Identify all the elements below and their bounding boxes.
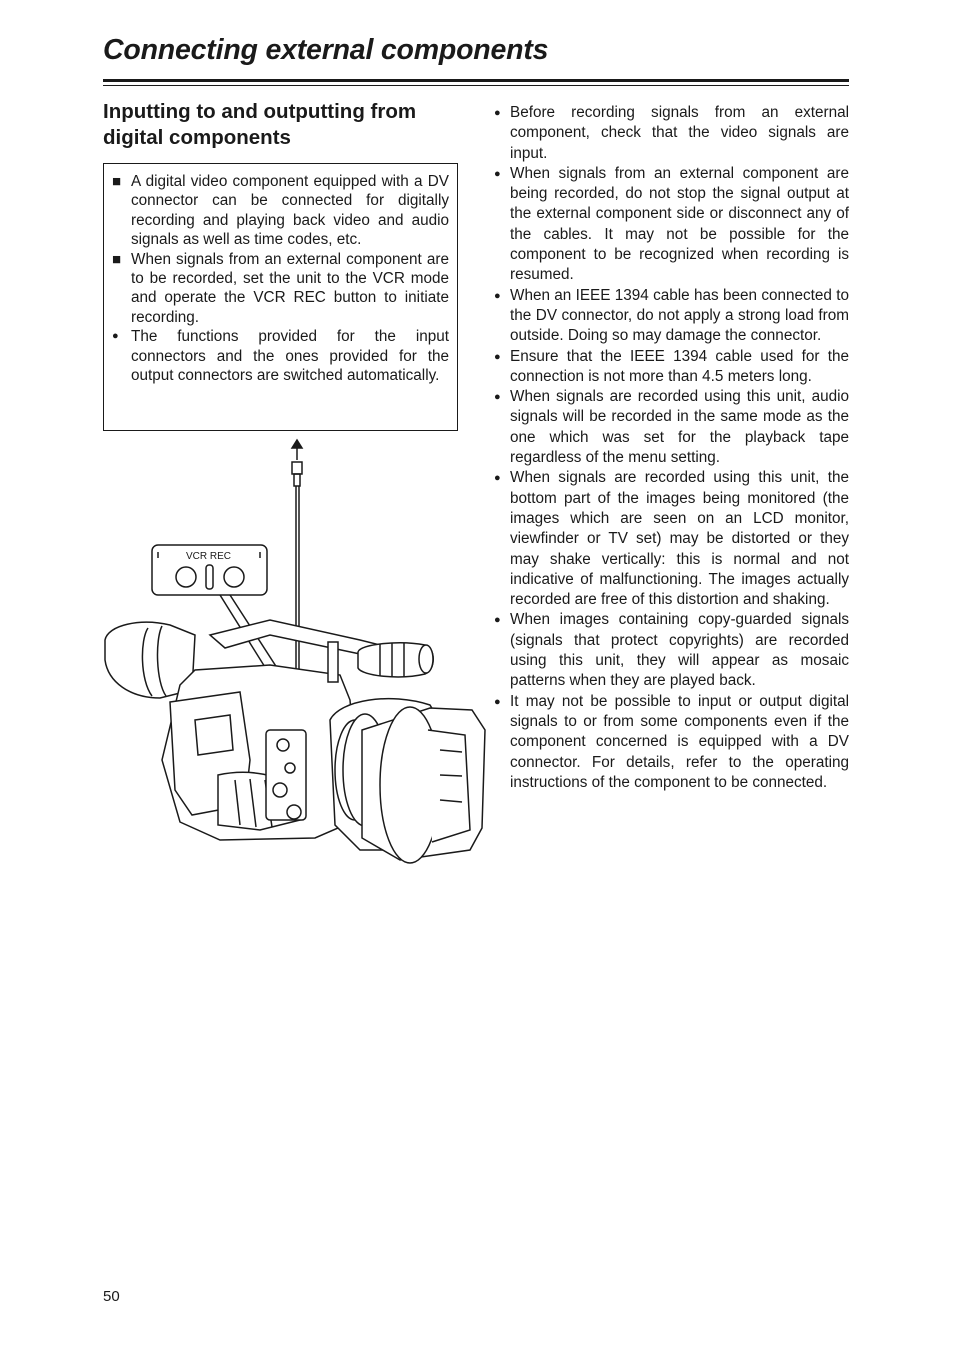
round-bullet-icon xyxy=(112,327,119,346)
round-bullet-icon xyxy=(494,692,501,713)
round-bullet-icon xyxy=(494,468,501,489)
vcr-rec-label: VCR REC xyxy=(186,551,232,562)
note-item xyxy=(112,172,449,250)
page-title: Connecting external components xyxy=(103,34,549,66)
square-bullet-icon xyxy=(112,250,121,269)
round-bullet-icon xyxy=(494,103,501,124)
round-bullet-icon xyxy=(494,286,501,307)
note-box xyxy=(103,163,458,431)
list-item-text: When signals from an external component are being recorded, do not stop the signal output at the external component side or disconnect any of the cables. It may not be possible for the component to be recognized when recording is resumed. xyxy=(510,164,849,284)
round-bullet-icon xyxy=(494,347,501,368)
list-item-text: Before recording signals from an external component, check that the video signals are input. xyxy=(510,104,849,162)
list-item xyxy=(494,692,849,793)
notes-column xyxy=(494,103,849,793)
list-item xyxy=(494,286,849,347)
round-bullet-icon xyxy=(494,387,501,408)
note-item xyxy=(112,250,449,328)
list-item-text: When signals are recorded using this unit, audio signals will be recorded in the same mode as the one which was set for the playback tape regardless of the menu setting. xyxy=(510,388,849,467)
page-number: 50 xyxy=(103,1288,120,1305)
camcorder-illustration xyxy=(100,430,490,870)
note-item xyxy=(112,327,449,385)
square-bullet-icon xyxy=(112,172,121,191)
note-text: When signals from an external component are to be recorded, set the unit to the VCR mode and operate the VCR REC button to initiate recording. xyxy=(131,250,449,326)
list-item xyxy=(494,468,849,610)
list-item-text: Ensure that the IEEE 1394 cable used for the connection is not more than 4.5 meters long. xyxy=(510,347,849,385)
title-rule-thick xyxy=(103,79,849,82)
note-text: The functions provided for the input connectors and the ones provided for the output connectors are switched automatically. xyxy=(131,328,449,385)
camcorder-icon xyxy=(105,620,485,863)
list-item-text: It may not be possible to input or output digital signals to or from some components even if the component concerned is equipped with a DV connector. For details, refer to the operating instructions of the component to be connected. xyxy=(510,692,849,791)
section-heading: Inputting to and outputting from digital components xyxy=(103,100,417,149)
list-item-text: When signals are recorded using this unit, the bottom part of the images being monitored (the images which are seen on an LCD monitor, viewfinder or TV set) may be distorted or they may shake vertically: this is normal and not indicative of malfunctioning. The images actually recorded are free of this distortion and shaking. xyxy=(510,469,849,609)
list-item xyxy=(494,610,849,691)
list-item xyxy=(494,164,849,286)
list-item xyxy=(494,103,849,164)
list-item xyxy=(494,387,849,468)
round-bullet-icon xyxy=(494,164,501,185)
title-rule-thin xyxy=(103,85,849,86)
round-bullet-icon xyxy=(494,610,501,631)
list-item-text: When images containing copy-guarded signals (signals that protect copyrights) are recorded using this unit, they will appear as mosaic patterns when they are played back. xyxy=(510,611,849,690)
note-text: A digital video component equipped with a DV connector can be connected for digitally recording and playing back video and audio signals as well as time codes, etc. xyxy=(131,173,449,249)
list-item xyxy=(494,347,849,388)
list-item-text: When an IEEE 1394 cable has been connected to the DV connector, do not apply a strong load from outside. Doing so may damage the connector. xyxy=(510,286,849,345)
